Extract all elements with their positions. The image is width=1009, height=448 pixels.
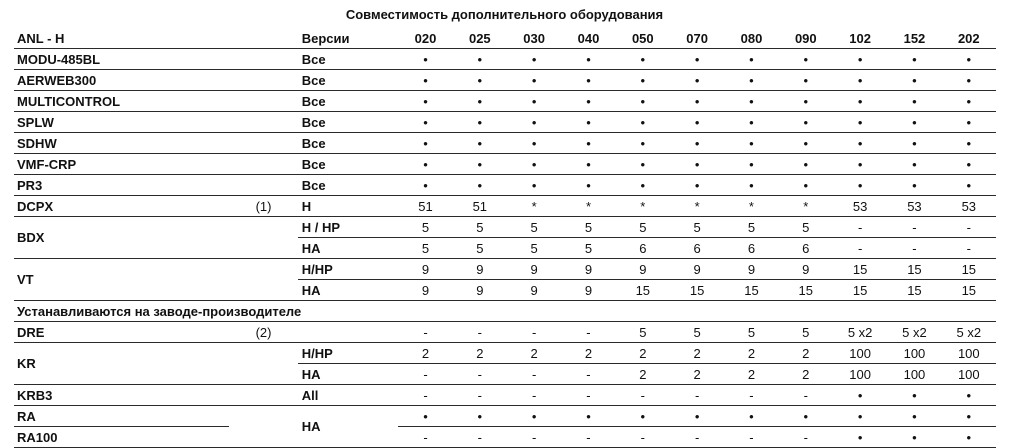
version-header: Версии bbox=[298, 28, 399, 49]
table-cell: • bbox=[561, 91, 615, 112]
table-cell: • bbox=[670, 91, 724, 112]
table-cell: 5 bbox=[616, 322, 670, 343]
header-row bbox=[14, 28, 996, 49]
table-cell: 100 bbox=[887, 364, 941, 385]
version-cell: H/HP bbox=[298, 259, 399, 280]
table-cell: • bbox=[507, 49, 561, 70]
table-cell: - bbox=[398, 427, 452, 448]
version-cell: HA bbox=[298, 406, 399, 448]
table-cell: • bbox=[942, 406, 996, 427]
size-header: 040 bbox=[561, 28, 615, 49]
size-header: 080 bbox=[724, 28, 778, 49]
table-cell: • bbox=[779, 91, 833, 112]
table-cell: * bbox=[670, 196, 724, 217]
table-cell: • bbox=[833, 133, 887, 154]
table-cell: • bbox=[507, 112, 561, 133]
table-cell: • bbox=[724, 49, 778, 70]
table-cell: • bbox=[453, 70, 507, 91]
table-row bbox=[14, 385, 996, 406]
table-cell: 5 bbox=[453, 217, 507, 238]
table-cell: - bbox=[561, 322, 615, 343]
table-row bbox=[14, 133, 996, 154]
table-cell: • bbox=[833, 385, 887, 406]
table-cell: • bbox=[942, 70, 996, 91]
table-cell: - bbox=[670, 385, 724, 406]
table-cell: • bbox=[724, 175, 778, 196]
table-cell: • bbox=[887, 112, 941, 133]
table-cell: 53 bbox=[942, 196, 996, 217]
table-cell: 5 bbox=[779, 217, 833, 238]
version-cell bbox=[298, 322, 399, 343]
table-cell: • bbox=[507, 70, 561, 91]
note-cell bbox=[229, 49, 297, 70]
note-cell bbox=[229, 217, 297, 259]
table-cell: • bbox=[453, 49, 507, 70]
table-cell: 2 bbox=[616, 364, 670, 385]
table-cell: - bbox=[507, 385, 561, 406]
model-name: ANL - H bbox=[14, 28, 229, 49]
table-cell: • bbox=[616, 175, 670, 196]
table-cell: - bbox=[507, 322, 561, 343]
accessory-name: VMF-CRP bbox=[14, 154, 229, 175]
table-row bbox=[14, 343, 996, 364]
table-cell: • bbox=[398, 175, 452, 196]
table-cell: 5 bbox=[670, 217, 724, 238]
table-cell: - bbox=[779, 385, 833, 406]
table-cell: 100 bbox=[833, 364, 887, 385]
table-cell: • bbox=[507, 91, 561, 112]
table-row bbox=[14, 217, 996, 238]
table-cell: • bbox=[561, 175, 615, 196]
table-cell: • bbox=[887, 49, 941, 70]
accessory-name: RA bbox=[14, 406, 229, 427]
table-cell: • bbox=[398, 49, 452, 70]
table-cell: 9 bbox=[398, 259, 452, 280]
table-row bbox=[14, 196, 996, 217]
table-cell: • bbox=[453, 91, 507, 112]
table-cell: 15 bbox=[833, 259, 887, 280]
table-cell: 2 bbox=[670, 364, 724, 385]
table-row bbox=[14, 70, 996, 91]
table-cell: - bbox=[561, 427, 615, 448]
table-cell: 9 bbox=[398, 280, 452, 301]
table-cell: - bbox=[779, 427, 833, 448]
table-cell: 9 bbox=[507, 259, 561, 280]
table-cell: 9 bbox=[724, 259, 778, 280]
table-cell: • bbox=[561, 406, 615, 427]
version-cell: HA bbox=[298, 364, 399, 385]
table-cell: • bbox=[453, 154, 507, 175]
table-cell: 5 bbox=[398, 217, 452, 238]
table-cell: • bbox=[670, 175, 724, 196]
table-cell: - bbox=[724, 427, 778, 448]
table-cell: • bbox=[942, 385, 996, 406]
accessory-name: RA100 bbox=[14, 427, 229, 448]
table-cell: • bbox=[724, 91, 778, 112]
table-row bbox=[14, 91, 996, 112]
table-cell: 2 bbox=[453, 343, 507, 364]
table-cell: • bbox=[779, 70, 833, 91]
table-cell: - bbox=[398, 385, 452, 406]
note-cell bbox=[229, 133, 297, 154]
table-cell: - bbox=[453, 385, 507, 406]
table-cell: • bbox=[833, 112, 887, 133]
table-cell: • bbox=[561, 70, 615, 91]
table-cell: - bbox=[561, 364, 615, 385]
accessory-name: BDX bbox=[14, 217, 229, 259]
note-cell bbox=[229, 406, 297, 448]
version-cell: H/HP bbox=[298, 343, 399, 364]
size-header: 050 bbox=[616, 28, 670, 49]
version-cell: Все bbox=[298, 49, 399, 70]
table-cell: • bbox=[398, 70, 452, 91]
table-cell: 2 bbox=[398, 343, 452, 364]
size-header: 090 bbox=[779, 28, 833, 49]
table-cell: 5 bbox=[398, 238, 452, 259]
accessory-name: DCPX bbox=[14, 196, 229, 217]
table-cell: • bbox=[779, 406, 833, 427]
table-cell: • bbox=[398, 406, 452, 427]
table-cell: • bbox=[833, 406, 887, 427]
table-cell: - bbox=[507, 364, 561, 385]
accessory-name: DRE bbox=[14, 322, 229, 343]
accessory-name: MULTICONTROL bbox=[14, 91, 229, 112]
table-cell: • bbox=[670, 70, 724, 91]
table-cell: • bbox=[561, 154, 615, 175]
version-cell: H / HP bbox=[298, 217, 399, 238]
table-cell: • bbox=[833, 175, 887, 196]
table-caption: Совместимость дополнительного оборудования bbox=[345, 7, 664, 22]
table-row bbox=[14, 154, 996, 175]
table-cell: 9 bbox=[670, 259, 724, 280]
version-cell: H bbox=[298, 196, 399, 217]
accessory-name: KRB3 bbox=[14, 385, 229, 406]
table-cell: • bbox=[670, 49, 724, 70]
table-cell: • bbox=[942, 112, 996, 133]
size-header: 025 bbox=[453, 28, 507, 49]
table-cell: • bbox=[507, 406, 561, 427]
table-row bbox=[14, 322, 996, 343]
note-cell: (2) bbox=[229, 322, 297, 343]
table-cell: 2 bbox=[561, 343, 615, 364]
accessory-name: SDHW bbox=[14, 133, 229, 154]
table-cell: 5 x2 bbox=[887, 322, 941, 343]
table-cell: 100 bbox=[942, 343, 996, 364]
note-cell bbox=[229, 154, 297, 175]
version-cell: Все bbox=[298, 175, 399, 196]
table-cell: 5 bbox=[561, 217, 615, 238]
note-cell: (1) bbox=[229, 196, 297, 217]
table-cell: • bbox=[942, 49, 996, 70]
table-cell: - bbox=[398, 322, 452, 343]
table-cell: - bbox=[453, 427, 507, 448]
table-cell: 2 bbox=[724, 364, 778, 385]
table-cell: • bbox=[887, 406, 941, 427]
table-cell: 6 bbox=[616, 238, 670, 259]
table-cell: * bbox=[616, 196, 670, 217]
table-cell: - bbox=[507, 427, 561, 448]
table-cell: - bbox=[561, 385, 615, 406]
table-cell: • bbox=[942, 91, 996, 112]
accessory-name: MODU-485BL bbox=[14, 49, 229, 70]
accessory-name: AERWEB300 bbox=[14, 70, 229, 91]
table-cell: • bbox=[453, 112, 507, 133]
table-cell: 51 bbox=[398, 196, 452, 217]
table-cell: • bbox=[670, 406, 724, 427]
size-header: 070 bbox=[670, 28, 724, 49]
table-cell: • bbox=[942, 427, 996, 448]
table-cell: • bbox=[887, 91, 941, 112]
version-cell: Все bbox=[298, 154, 399, 175]
table-cell: - bbox=[670, 427, 724, 448]
table-cell: • bbox=[398, 133, 452, 154]
table-cell: • bbox=[887, 154, 941, 175]
table-cell: - bbox=[453, 322, 507, 343]
table-cell: • bbox=[779, 175, 833, 196]
table-cell: • bbox=[779, 154, 833, 175]
accessory-name: KR bbox=[14, 343, 229, 385]
table-cell: - bbox=[616, 427, 670, 448]
version-cell: Все bbox=[298, 112, 399, 133]
table-cell: • bbox=[942, 133, 996, 154]
table-cell: - bbox=[887, 238, 941, 259]
version-cell: Все bbox=[298, 70, 399, 91]
table-cell: 5 bbox=[616, 217, 670, 238]
table-cell: 5 bbox=[561, 238, 615, 259]
table-cell: 6 bbox=[670, 238, 724, 259]
table-row bbox=[14, 427, 996, 448]
table-cell: • bbox=[398, 112, 452, 133]
compatibility-table bbox=[14, 28, 996, 448]
table-cell: 53 bbox=[887, 196, 941, 217]
table-cell: • bbox=[887, 70, 941, 91]
table-cell: 9 bbox=[779, 259, 833, 280]
table-cell: • bbox=[507, 175, 561, 196]
table-cell: • bbox=[724, 406, 778, 427]
table-cell: 15 bbox=[670, 280, 724, 301]
table-row bbox=[14, 406, 996, 427]
table-row bbox=[14, 112, 996, 133]
table-cell: • bbox=[887, 175, 941, 196]
table-cell: • bbox=[833, 91, 887, 112]
table-cell: • bbox=[616, 154, 670, 175]
table-cell: 15 bbox=[833, 280, 887, 301]
table-cell: 15 bbox=[724, 280, 778, 301]
table-cell: • bbox=[942, 175, 996, 196]
table-cell: 53 bbox=[833, 196, 887, 217]
table-cell: - bbox=[942, 238, 996, 259]
version-cell: HA bbox=[298, 238, 399, 259]
table-cell: • bbox=[887, 427, 941, 448]
table-cell: 5 bbox=[779, 322, 833, 343]
table-cell: - bbox=[616, 385, 670, 406]
table-cell: • bbox=[398, 154, 452, 175]
table-cell: • bbox=[724, 70, 778, 91]
table-cell: 5 bbox=[453, 238, 507, 259]
table-cell: • bbox=[561, 49, 615, 70]
table-cell: 9 bbox=[507, 280, 561, 301]
table-cell: • bbox=[833, 427, 887, 448]
table-cell: * bbox=[724, 196, 778, 217]
table-row bbox=[14, 49, 996, 70]
table-cell: - bbox=[398, 364, 452, 385]
table-cell: - bbox=[724, 385, 778, 406]
table-cell: • bbox=[779, 49, 833, 70]
table-cell: * bbox=[507, 196, 561, 217]
table-cell: • bbox=[616, 91, 670, 112]
table-cell: 9 bbox=[453, 259, 507, 280]
note-cell bbox=[229, 70, 297, 91]
table-cell: • bbox=[616, 406, 670, 427]
note-cell bbox=[229, 259, 297, 301]
table-cell: 5 x2 bbox=[942, 322, 996, 343]
accessory-name: PR3 bbox=[14, 175, 229, 196]
table-cell: • bbox=[724, 154, 778, 175]
table-cell: 100 bbox=[942, 364, 996, 385]
table-cell: • bbox=[616, 49, 670, 70]
table-cell: • bbox=[616, 70, 670, 91]
table-cell: • bbox=[779, 112, 833, 133]
note-cell bbox=[229, 385, 297, 406]
table-cell: 15 bbox=[942, 280, 996, 301]
version-cell: Все bbox=[298, 91, 399, 112]
table-cell: • bbox=[507, 154, 561, 175]
table-cell: • bbox=[453, 175, 507, 196]
size-header: 102 bbox=[833, 28, 887, 49]
table-cell: 2 bbox=[670, 343, 724, 364]
table-cell: 2 bbox=[779, 343, 833, 364]
size-header: 030 bbox=[507, 28, 561, 49]
table-cell: 2 bbox=[779, 364, 833, 385]
table-cell: 5 x2 bbox=[833, 322, 887, 343]
table-cell: • bbox=[561, 133, 615, 154]
note-cell bbox=[229, 28, 297, 49]
accessory-name: SPLW bbox=[14, 112, 229, 133]
table-cell: 2 bbox=[507, 343, 561, 364]
table-cell: - bbox=[833, 217, 887, 238]
table-cell: 6 bbox=[724, 238, 778, 259]
table-cell: 9 bbox=[453, 280, 507, 301]
table-cell: • bbox=[507, 133, 561, 154]
version-cell: All bbox=[298, 385, 399, 406]
table-cell: 9 bbox=[616, 259, 670, 280]
size-header: 202 bbox=[942, 28, 996, 49]
table-cell: * bbox=[561, 196, 615, 217]
table-cell: - bbox=[453, 364, 507, 385]
table-cell: • bbox=[616, 133, 670, 154]
table-cell: 5 bbox=[507, 238, 561, 259]
table-cell: • bbox=[833, 154, 887, 175]
table-cell: • bbox=[779, 133, 833, 154]
section-title: Устанавливаются на заводе-производителе bbox=[14, 301, 996, 322]
table-cell: - bbox=[833, 238, 887, 259]
table-cell: • bbox=[561, 112, 615, 133]
table-cell: 5 bbox=[724, 322, 778, 343]
table-cell: • bbox=[670, 154, 724, 175]
table-cell: 15 bbox=[942, 259, 996, 280]
accessory-name: VT bbox=[14, 259, 229, 301]
table-cell: 15 bbox=[887, 280, 941, 301]
table-cell: • bbox=[398, 91, 452, 112]
table-cell: 9 bbox=[561, 259, 615, 280]
table-cell: • bbox=[833, 49, 887, 70]
note-cell bbox=[229, 91, 297, 112]
size-header: 152 bbox=[887, 28, 941, 49]
version-cell: HA bbox=[298, 280, 399, 301]
table-cell: 5 bbox=[670, 322, 724, 343]
note-cell bbox=[229, 343, 297, 385]
note-cell bbox=[229, 175, 297, 196]
table-cell: - bbox=[942, 217, 996, 238]
table-cell: • bbox=[942, 154, 996, 175]
table-row bbox=[14, 175, 996, 196]
table-cell: 15 bbox=[616, 280, 670, 301]
note-cell bbox=[229, 112, 297, 133]
version-cell: Все bbox=[298, 133, 399, 154]
table-cell: 2 bbox=[724, 343, 778, 364]
table-cell: • bbox=[670, 112, 724, 133]
table-cell: 6 bbox=[779, 238, 833, 259]
table-cell: • bbox=[670, 133, 724, 154]
table-cell: 5 bbox=[507, 217, 561, 238]
table-cell: 15 bbox=[887, 259, 941, 280]
table-cell: - bbox=[887, 217, 941, 238]
size-header: 020 bbox=[398, 28, 452, 49]
table-cell: 100 bbox=[887, 343, 941, 364]
section-row bbox=[14, 301, 996, 322]
table-cell: • bbox=[887, 133, 941, 154]
table-cell: 5 bbox=[724, 217, 778, 238]
table-cell: • bbox=[453, 406, 507, 427]
table-cell: • bbox=[616, 112, 670, 133]
table-cell: • bbox=[833, 70, 887, 91]
table-row bbox=[14, 259, 996, 280]
table-cell: 9 bbox=[561, 280, 615, 301]
table-cell: • bbox=[724, 133, 778, 154]
table-cell: 100 bbox=[833, 343, 887, 364]
table-cell: 2 bbox=[616, 343, 670, 364]
table-cell: • bbox=[724, 112, 778, 133]
table-cell: 51 bbox=[453, 196, 507, 217]
table-cell: • bbox=[453, 133, 507, 154]
table-cell: • bbox=[887, 385, 941, 406]
table-cell: * bbox=[779, 196, 833, 217]
table-cell: 15 bbox=[779, 280, 833, 301]
